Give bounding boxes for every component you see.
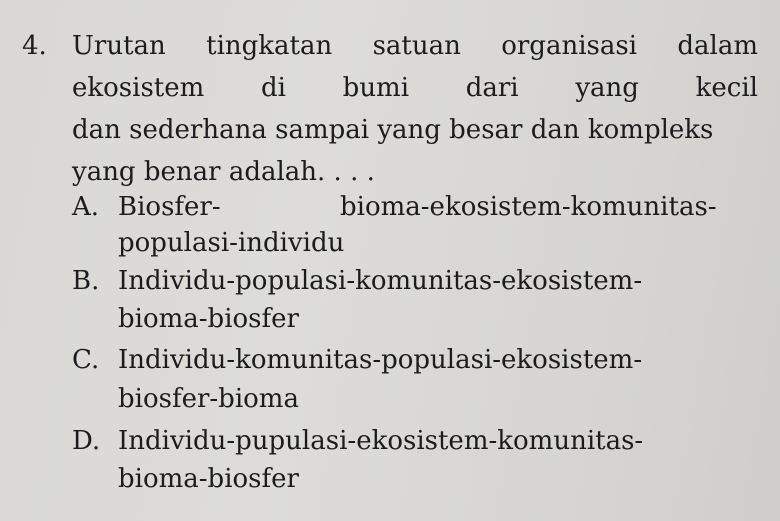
option-b-text-line-1[interactable]: Individu-populasi-komunitas-ekosistem- (118, 266, 643, 296)
option-a-text-line-2[interactable]: populasi-individu (118, 228, 345, 258)
question-word: ekosistem (72, 73, 205, 103)
question-word: di (261, 73, 286, 103)
option-d-text-line-2[interactable]: bioma-biosfer (118, 464, 299, 494)
question-text-line-3: dan sederhana sampai yang besar dan kompleks (72, 115, 714, 145)
question-word: tingkatan (206, 31, 333, 61)
question-word: yang (575, 73, 639, 103)
question-text-line-4: yang benar adalah. . . . (72, 157, 375, 187)
option-c-letter[interactable]: C. (72, 345, 100, 375)
question-word: bumi (342, 73, 410, 103)
question-word: satuan (372, 31, 461, 61)
option-a-text-part-2[interactable]: bioma-ekosistem-komunitas- (340, 192, 717, 222)
option-c-text-line-1[interactable]: Individu-komunitas-populasi-ekosistem- (118, 345, 643, 375)
question-number: 4. (22, 31, 47, 61)
option-b-letter[interactable]: B. (72, 266, 100, 296)
question-word: dari (465, 73, 519, 103)
option-c-text-line-2[interactable]: biosfer-bioma (118, 384, 299, 414)
option-b-text-line-2[interactable]: bioma-biosfer (118, 304, 299, 334)
option-a-letter[interactable]: A. (72, 192, 100, 222)
question-word: organisasi (501, 31, 638, 61)
question-word: kecil (695, 73, 758, 103)
question-word: dalam (677, 31, 758, 61)
option-a-text-part-1[interactable]: Biosfer- (118, 192, 221, 222)
question-text-line-2 (72, 70, 758, 106)
question-text-line-1 (72, 28, 758, 64)
option-d-text-line-1[interactable]: Individu-pupulasi-ekosistem-komunitas- (118, 426, 644, 456)
option-d-letter[interactable]: D. (72, 426, 101, 456)
question-word: Urutan (72, 31, 166, 61)
